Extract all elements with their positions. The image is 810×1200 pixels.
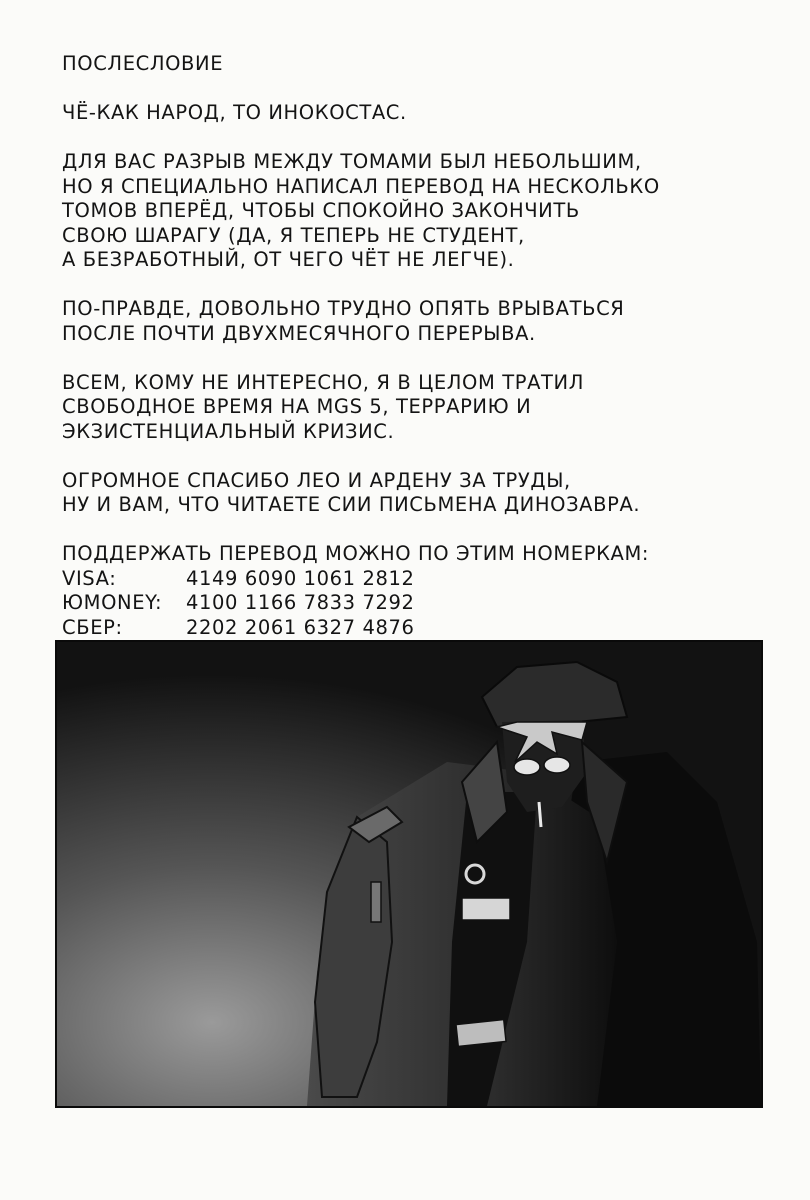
payment-label: ЮMONEY: [62,591,163,614]
greeting-line: ЧЁ-КАК НАРОД, ТО ИНОКОСТАС. [62,101,407,124]
support-section [62,542,762,640]
character-illustration [57,642,761,1106]
payment-number: 4149 6090 1061 2812 [186,566,415,590]
afterword-heading: ПОСЛЕСЛОВИЕ [62,52,224,75]
paragraph-3 [62,371,762,445]
text-line: ЭКЗИСТЕНЦИАЛЬНЫЙ КРИЗИС. [62,419,395,443]
text-line: НУ И ВАМ, ЧТО ЧИТАЕТЕ СИИ ПИСЬМЕНА ДИНОЗАВРА. [62,493,641,516]
text-line: ТОМОВ ВПЕРЁД, ЧТОБЫ СПОКОЙНО ЗАКОНЧИТЬ [62,199,580,222]
manga-illustration-panel [55,640,763,1108]
glasses-right [544,757,570,773]
coat-cuff [456,1020,506,1047]
afterword-text [62,52,762,640]
payment-row-visa [62,567,762,592]
text-line: СВОБОДНОЕ ВРЕМЯ НА MGS 5, ТЕРРАРИЮ И [62,395,532,418]
text-line: СВОЮ ШАРАГУ (ДА, Я ТЕПЕРЬ НЕ СТУДЕНТ, [62,223,525,247]
payment-number: 4100 1166 7833 7292 [186,591,415,614]
payment-row-yumoney [62,591,762,616]
text-line: НО Я СПЕЦИАЛЬНО НАПИСАЛ ПЕРЕВОД НА НЕСКОЛЬКО [62,174,660,198]
text-line: ДЛЯ ВАС РАЗРЫВ МЕЖДУ ТОМАМИ БЫЛ НЕБОЛЬШИМ, [62,150,642,173]
heading-paragraph [62,52,762,77]
text-line: ВСЕМ, КОМУ НЕ ИНТЕРЕСНО, Я В ЦЕЛОМ ТРАТИЛ [62,370,584,394]
paragraph-4 [62,469,762,518]
greeting-paragraph [62,101,762,126]
paragraph-2 [62,297,762,346]
coat-patch [462,898,510,920]
support-intro: ПОДДЕРЖАТЬ ПЕРЕВОД МОЖНО ПО ЭТИМ НОМЕРКАМ: [62,542,650,565]
text-line: ОГРОМНОЕ СПАСИБО ЛЕО И АРДЕНУ ЗА ТРУДЫ, [62,468,571,492]
payment-row-sber [62,616,762,641]
text-line: ПО-ПРАВДЕ, ДОВОЛЬНО ТРУДНО ОПЯТЬ ВРЫВАТЬСЯ [62,297,625,320]
payment-label: СБЕР: [62,615,123,639]
glasses-left [514,759,540,775]
payment-label: VISA: [62,566,117,590]
text-line: А БЕЗРАБОТНЫЙ, ОТ ЧЕГО ЧЁТ НЕ ЛЕГЧЕ). [62,248,515,271]
paragraph-1 [62,150,762,273]
text-line: ПОСЛЕ ПОЧТИ ДВУХМЕСЯЧНОГО ПЕРЕРЫВА. [62,321,536,345]
payment-number: 2202 2061 6327 4876 [186,615,415,639]
coat-buckle [371,882,381,922]
cigarette [539,802,541,827]
